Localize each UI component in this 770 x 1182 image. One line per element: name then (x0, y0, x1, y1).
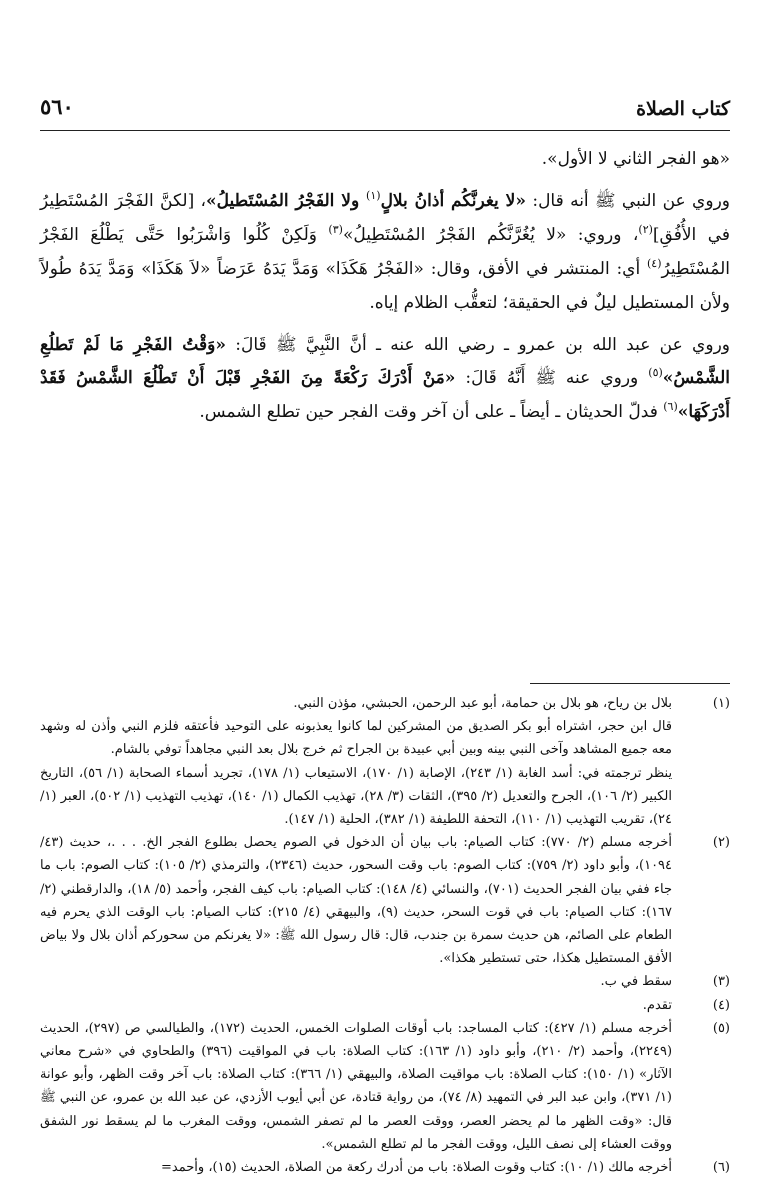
page-number: ٥٦٠ (40, 94, 74, 119)
paragraph-3 (40, 329, 730, 430)
footnote-line: قال ابن حجر، اشتراه أبو بكر الصديق من المشركين لما كانوا يعذبونه على التوحيد فأعتقه فلزم النبي وأذن له وشهد معه جميع المشاهد وآخى النبي بينه وبين أبي عبيدة بن الجراح ثم خرج بلال بعد النبي مجاهداً توفي بالشام. (40, 719, 672, 758)
footnote-marker: (٤) (647, 257, 662, 270)
footnote-marker: (٣) (328, 223, 343, 236)
footnote-number: (١) (712, 696, 730, 711)
p2-text-a: وروي عن النبي ﷺ أنه قال: (525, 191, 730, 211)
hadith-quote: «لا يغرنَّكُم أذانُ بلالٍ (380, 191, 526, 211)
paragraph-2 (40, 185, 730, 320)
footnote-4 (40, 994, 730, 1017)
footnote-number: (٦) (712, 1160, 730, 1176)
p3-text-c: فدلّ الحديثان ـ أيضاً ـ على أن آخر وقت الفجر حين تطلع الشمس. (199, 402, 664, 422)
chapter-title: كتاب الصلاة (636, 98, 730, 120)
p3-text-a: وروي عن عبد الله بن عمرو ـ رضي الله عنه ـ أنَّ النَّبِيَّ ﷺ قَالَ: (225, 335, 730, 355)
main-text (40, 143, 730, 430)
footnote-line: سقط في ب. (600, 974, 672, 990)
p2-text-b: ، [لكنَّ الفَجْرَ المُسْتَطِيرُ في الأُفُقِ] (40, 191, 730, 245)
p2-text-e: أي: المنتشر في الأفق، وقال: «الفَجْرُ هَكَذَا» وَمَدَّ يَدَهُ عَرَضاً «لاَ هَكَذَا» وَمَدَّ يَدَهُ طُولاً ولأن المستطيل ليلٌ في الحقيقة؛ لتعقُّب الظلام إياه. (40, 259, 730, 313)
footnote-6 (40, 1156, 730, 1179)
footnote-line: أخرجه مسلم (٢/ ٧٧٠): كتاب الصيام: باب بيان أن الدخول في الصوم يحصل بطلوع الفجر الخ. . . .، حديث (٤٣/ ١٠٩٤)، وأبو داود (٢/ ٧٥٩): كتاب الصوم: باب وقت السحور، حديث (٢٣٤٦)، والترمذي (٢/ ١٠٥): كتاب الصوم: باب ما جاء ففي بيان الفجر الحديث (٧٠١)، والنسائي (٤/ ١٤٨): كتاب الصيام: باب كيف الفجر، وأحمد (٥/ ١٨)، والدارقطني (٢/ ١٦٧): كتاب الصيام: باب في قوت السحر، حديث (٩)، والبيهقي (٤/ ٢١٥): كتاب الصيام: باب الوقت الذي يحرم فيه الطعام على الصائم، هن حديث سمرة بن جندب، قال: قال رسول الله ﷺ: «لا يغرنكم من سحوركم أذان بلال ولا بياض الأفق المستطيل هكذا، حتى تستطير هكذا». (40, 835, 673, 967)
hadith-quote: «وَقْتُ الفَجْرِ مَا لَمْ تَطلُعِ الشَّمْسُ» (40, 335, 730, 388)
footnote-number: (٥) (712, 1020, 730, 1036)
footnote-marker: (٥) (648, 366, 663, 379)
footnote-divider (530, 683, 730, 684)
footnotes (40, 692, 730, 1179)
hadith-quote: ولا الفَجْرُ المُسْتَطيلُ» (206, 191, 367, 211)
footnote-1 (40, 692, 730, 831)
footnote-marker: (٦) (663, 400, 678, 413)
footnote-number: (٣) (712, 974, 730, 990)
footnote-marker: (١) (366, 189, 381, 202)
footnote-5 (40, 1017, 730, 1156)
header-divider (40, 130, 730, 131)
footnote-line: أخرجه مالك (١/ ١٠): كتاب وقوت الصلاة: باب من أدرك ركعة من الصلاة، الحديث (١٥)، وأحمد= (161, 1160, 672, 1176)
hadith-quote: «مَنْ أَدْرَكَ رَكْعَةً مِنَ الفَجْرِ قَبْلَ أَنْ تَطْلُعَ الشَّمْسُ فَقَدْ أَدْرَكَهَا» (40, 368, 730, 422)
page-header (40, 92, 730, 126)
footnote-line: أخرجه مسلم (١/ ٤٢٧): كتاب المساجد: باب أوقات الصلوات الخمس، الحديث (١٧٢)، والطيالسي ص (٢٩٧)، الحديث (٢٢٤٩)، وأحمد (٢/ ٢١٠)، وأبو داود (١/ ١٦٣): كتاب الصلاة: باب في المواقيت (٣٩٦) والطحاوي في «شرح معاني الآثار» (١/ ١٥٠): كتاب الصلاة: باب مواقيت الصلاة، والبيهقي (١/ ٣٦٦): كتاب الصلاة: باب آخر وقت الظهر، وأبو عوانة (١/ ٣٧١)، وابن عبد البر في التمهيد (٨/ ٧٤)، من رواية قتادة، عن أبي أيوب الأزدي، عن عبد الله بن عمرو، عن النبي ﷺ قال: «وقت الظهر ما لم يحضر العصر، ووقت العصر ما لم تصفر الشمس، ووقت المغرب ما لم يسقط نور الشفق ووقت العشاء إلى نصف الليل، ووقت الفجر ما لم تطلع الشمس». (40, 1020, 673, 1152)
footnote-marker: (٢) (638, 223, 653, 236)
p3-text-b: وروي عنه ﷺ أَنَّهُ قَالَ: (455, 368, 649, 388)
footnote-3 (40, 970, 730, 993)
p1-text: «هو الفجر الثاني لا الأول». (541, 149, 730, 169)
p2-text-c: ، وروي: «لا يُغُرَّنَّكُم الفَجْرُ المُسْتَطِيلُ» (342, 225, 639, 245)
paragraph-1 (40, 143, 730, 176)
footnote-line: بلال بن رياح، هو بلال بن حمامة، أبو عبد الرحمن، الحبشي، مؤذن النبي. (293, 696, 672, 711)
footnote-line: ينظر ترجمته في: أسد الغابة (١/ ٢٤٣)، الإصابة (١/ ١٧٠)، الاستيعاب (١/ ١٧٨)، تجريد أسماء الصحابة (١/ ٥٦)، التاريخ الكبير (٢/ ١٠٦)، الجرح والتعديل (٢/ ٣٩٥)، الثقات (٣/ ٢٨)، تهذيب الكمال (١/ ١٤٠)، تهذيب التهذيب (١/ ٥٠٢)، العبر (١/ ٢٤)، تقريب التهذيب (١/ ١١٠)، التحفة اللطيفة (١/ ٣٨٢)، الحلية (١/ ١٤٧). (40, 765, 673, 828)
footnote-line: تقدم. (642, 997, 672, 1013)
p2-text-d: وَلَكِنْ كُلُوا وَاشْرَبُوا حَتَّى يَطْلُعَ الفَجْرُ المُسْتَطِيرُ (40, 225, 730, 279)
footnote-2 (40, 831, 730, 970)
footnote-number: (٢) (712, 835, 730, 851)
footnote-number: (٤) (712, 997, 730, 1013)
